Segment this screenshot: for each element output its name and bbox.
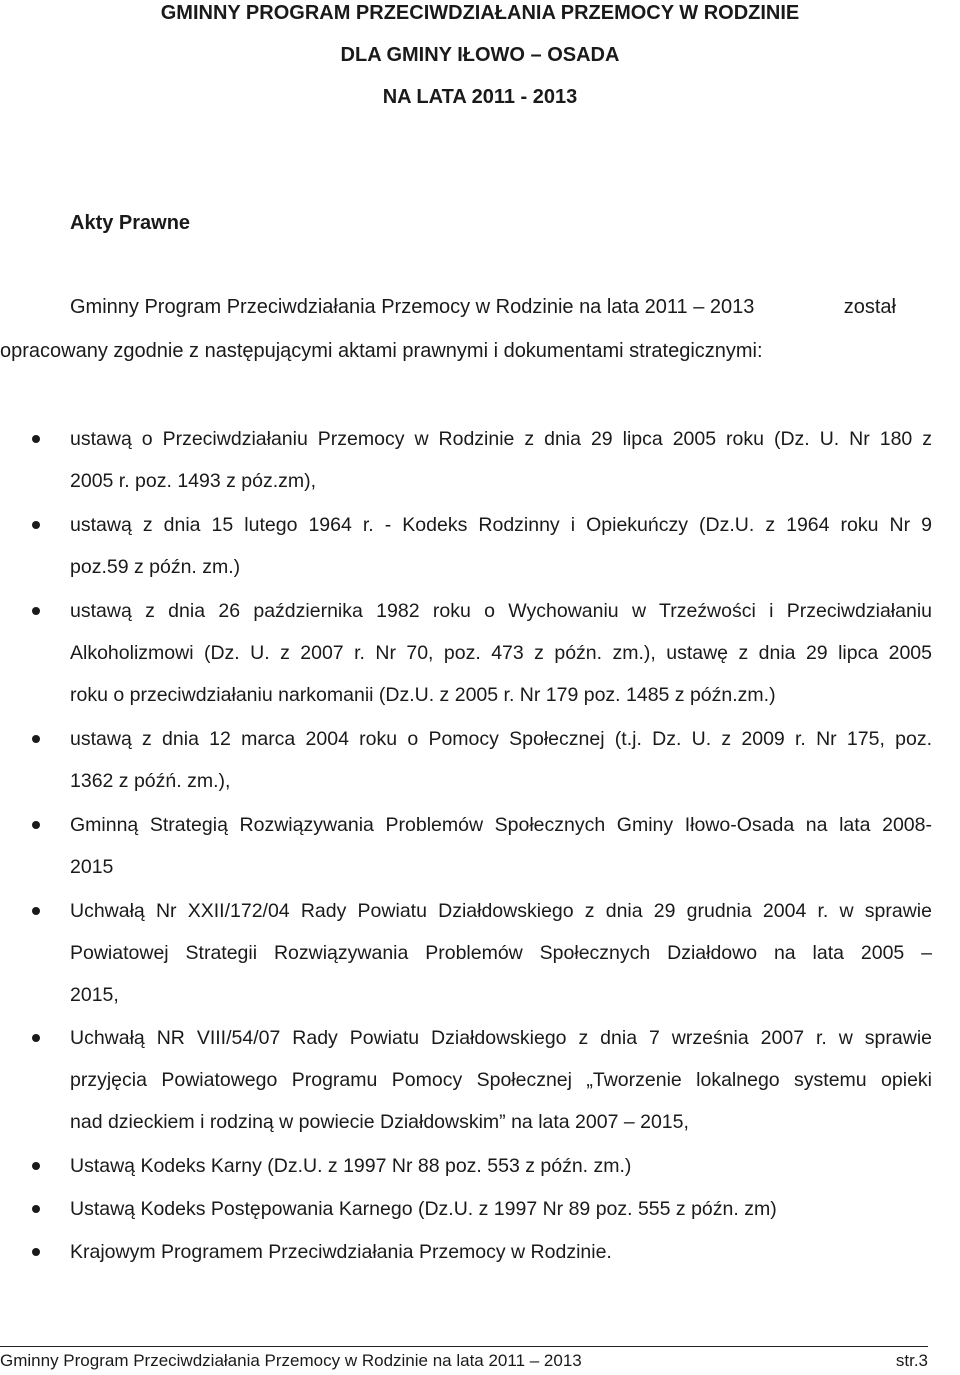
list-item-line: nad dzieckiem i rodziną w powiecie Działdowskim” na lata 2007 – 2015, bbox=[70, 1111, 689, 1133]
list-item-line: Powiatowej Strategii Rozwiązywania Problemów Społecznych Działdowo na lata 2005 – bbox=[70, 942, 932, 964]
footer-title: Gminny Program Przeciwdziałania Przemocy w Rodzinie na lata 2011 – 2013 bbox=[0, 1351, 582, 1370]
document-title-line-3: NA LATA 2011 - 2013 bbox=[382, 86, 578, 108]
document-title-line-2: DLA GMINY IŁOWO – OSADA bbox=[340, 44, 620, 66]
footer-divider bbox=[0, 1346, 928, 1347]
bullet-icon bbox=[32, 821, 40, 829]
list-item-line: roku o przeciwdziałaniu narkomanii (Dz.U. z 2005 r. Nr 179 poz. 1485 z późn.zm.) bbox=[70, 684, 776, 706]
list-item-line: Ustawą Kodeks Karny (Dz.U. z 1997 Nr 88 poz. 553 z późn. zm.) bbox=[70, 1155, 632, 1177]
bullet-icon bbox=[32, 1162, 40, 1170]
list-item-line: ustawą z dnia 15 lutego 1964 r. - Kodeks Rodzinny i Opiekuńczy (Dz.U. z 1964 roku Nr 9 bbox=[70, 514, 932, 536]
list-item bbox=[70, 890, 932, 1016]
bullet-icon bbox=[32, 607, 40, 615]
section-heading: Akty Prawne bbox=[70, 212, 191, 234]
list-item-line: Alkoholizmowi (Dz. U. z 2007 r. Nr 70, poz. 473 z późn. zm.), ustawę z dnia 29 lipca 2005 bbox=[70, 642, 932, 664]
list-item-line: Gminną Strategią Rozwiązywania Problemów Społecznych Gminy Iłowo-Osada na lata 2008- bbox=[70, 814, 932, 836]
bullet-icon bbox=[32, 735, 40, 743]
list-item-line: Krajowym Programem Przeciwdziałania Przemocy w Rodzinie. bbox=[70, 1241, 612, 1263]
list-item bbox=[70, 590, 932, 716]
list-item-line: 2005 r. poz. 1493 z póz.zm), bbox=[70, 470, 317, 492]
bullet-icon bbox=[32, 435, 40, 443]
document-title-line-1: GMINNY PROGRAM PRZECIWDZIAŁANIA PRZEMOCY W RODZINIE bbox=[160, 2, 800, 24]
intro-line-1-start: Gminny Program Przeciwdziałania Przemocy w Rodzinie na lata 2011 – 2013 bbox=[70, 296, 755, 318]
list-item bbox=[70, 718, 932, 802]
bullet-icon bbox=[32, 521, 40, 529]
bullet-icon bbox=[32, 1248, 40, 1256]
page-footer bbox=[0, 1351, 928, 1371]
intro-line-2: opracowany zgodnie z następującymi aktami prawnymi i dokumentami strategicznymi: bbox=[0, 340, 763, 362]
page-number: str.3 bbox=[895, 1351, 928, 1370]
list-item bbox=[70, 1017, 932, 1143]
list-item-line: ustawą z dnia 12 marca 2004 roku o Pomocy Społecznej (t.j. Dz. U. z 2009 r. Nr 175, poz. bbox=[70, 728, 932, 750]
list-item-line: 1362 z późń. zm.), bbox=[70, 770, 231, 792]
list-item-line: Ustawą Kodeks Postępowania Karnego (Dz.U. z 1997 Nr 89 poz. 555 z późn. zm) bbox=[70, 1198, 777, 1220]
list-item bbox=[70, 418, 932, 502]
list-item bbox=[70, 1145, 932, 1187]
list-item bbox=[70, 1188, 932, 1230]
list-item bbox=[70, 1231, 932, 1273]
bullet-icon bbox=[32, 1034, 40, 1042]
list-item-line: przyjęcia Powiatowego Programu Pomocy Społecznej „Tworzenie lokalnego systemu opieki bbox=[70, 1069, 932, 1091]
list-item-line: 2015, bbox=[70, 984, 119, 1006]
list-item bbox=[70, 804, 932, 888]
list-item-line: Uchwałą Nr XXII/172/04 Rady Powiatu Działdowskiego z dnia 29 grudnia 2004 r. w sprawie bbox=[70, 900, 932, 922]
intro-line-1-end: został bbox=[843, 296, 896, 318]
list-item-line: poz.59 z późn. zm.) bbox=[70, 556, 241, 578]
list-item-line: ustawą z dnia 26 października 1982 roku o Wychowaniu w Trzeźwości i Przeciwdziałaniu bbox=[70, 600, 932, 622]
list-item-line: 2015 bbox=[70, 856, 114, 878]
list-item-line: Uchwałą NR VIII/54/07 Rady Powiatu Działdowskiego z dnia 7 września 2007 r. w sprawie bbox=[70, 1027, 932, 1049]
list-item-line: ustawą o Przeciwdziałaniu Przemocy w Rodzinie z dnia 29 lipca 2005 roku (Dz. U. Nr 180 z bbox=[70, 428, 932, 450]
bullet-icon bbox=[32, 1205, 40, 1213]
list-item bbox=[70, 504, 932, 588]
intro-line-1 bbox=[70, 296, 896, 319]
bullet-icon bbox=[32, 907, 40, 915]
